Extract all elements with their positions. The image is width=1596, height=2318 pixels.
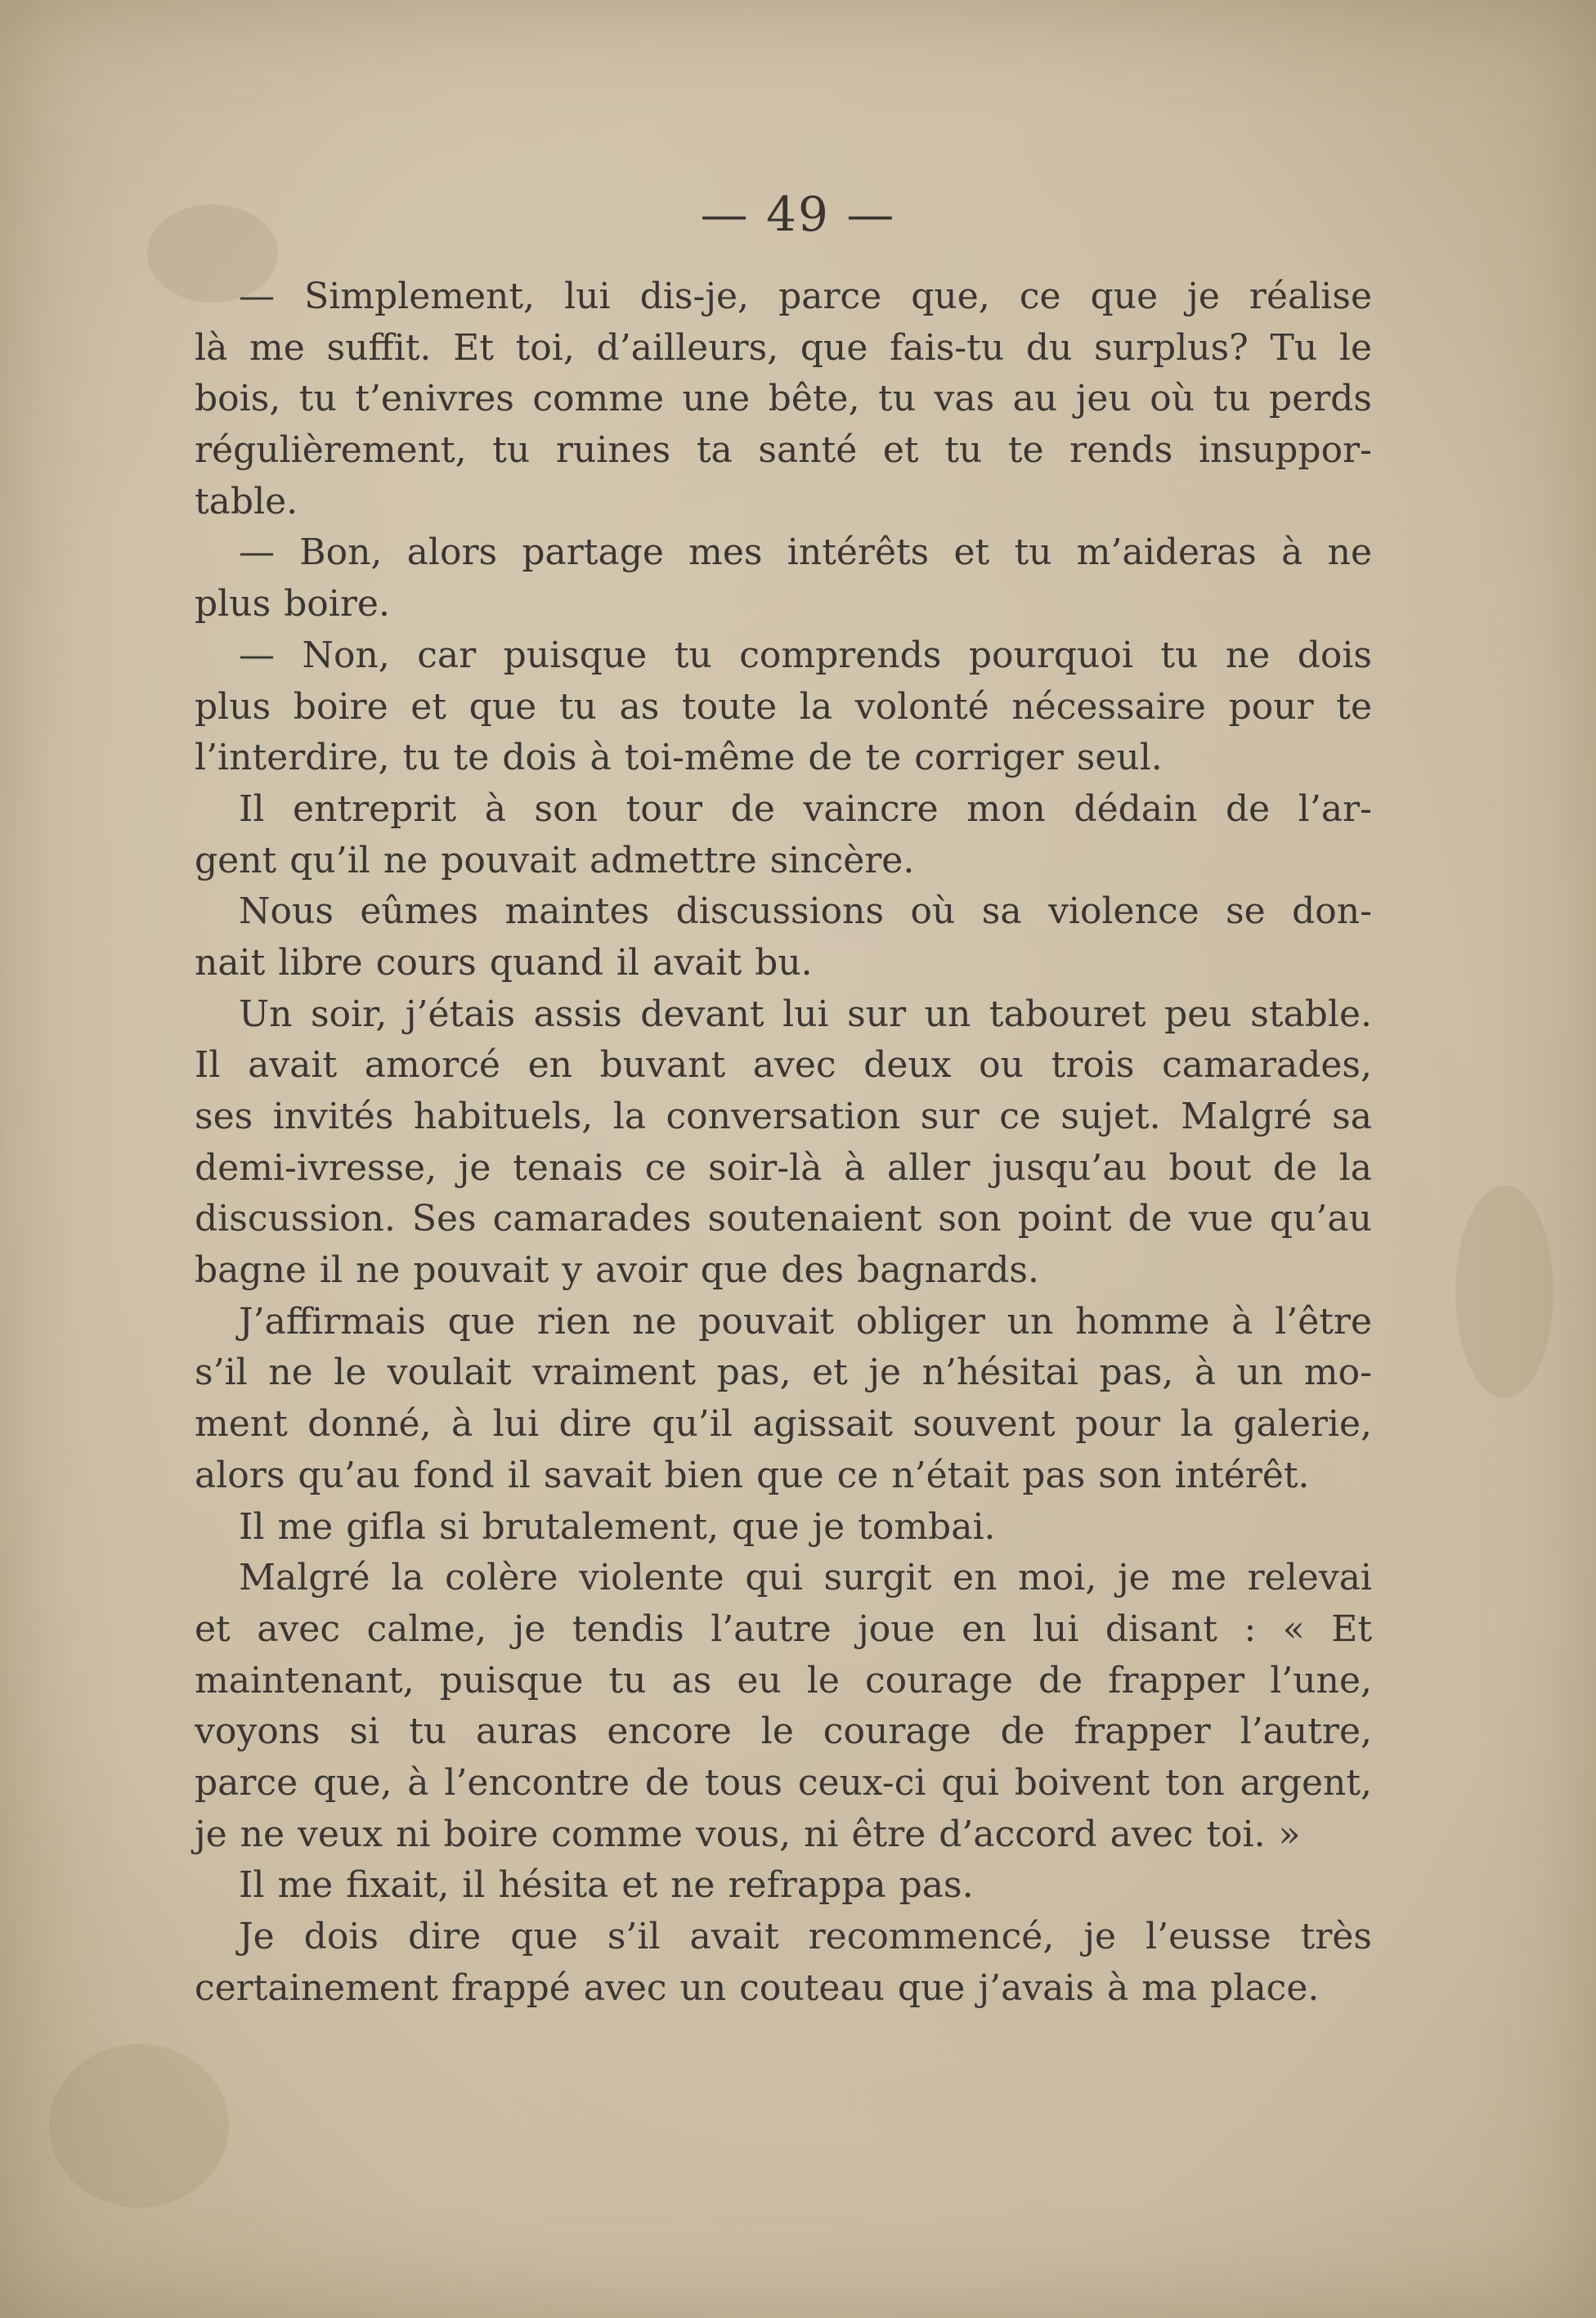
text-line: Il me gifla si brutalement, que je tombai. — [239, 1505, 996, 1548]
text-line: l’interdire, tu te dois à toi-même de te corriger seul. — [195, 737, 1163, 779]
text-line: maintenant, puisque tu as eu le courage de frapper l’une, — [195, 1659, 1372, 1702]
text-line: alors qu’au fond il savait bien que ce n’était pas son intérêt. — [195, 1454, 1310, 1496]
text-line: J’affirmais que rien ne pouvait obliger un homme à l’être — [239, 1300, 1372, 1343]
body-text — [195, 271, 1372, 2014]
text-line: Il avait amorcé en buvant avec deux ou trois camarades, — [195, 1044, 1372, 1087]
text-line: Malgré la colère violente qui surgit en moi, je me relevai — [239, 1557, 1372, 1599]
text-line: gent qu’il ne pouvait admettre sincère. — [195, 839, 915, 881]
text-line: plus boire. — [195, 583, 390, 625]
text-line: ment donné, à lui dire qu’il agissait souvent pour la galerie, — [195, 1403, 1372, 1446]
text-line: ses invités habituels, la conversation sur ce sujet. Malgré sa — [195, 1096, 1372, 1137]
text-line: discussion. Ses camarades soutenaient son point de vue qu’au — [195, 1198, 1372, 1240]
text-line: régulièrement, tu ruines ta santé et tu te rends insuppor- — [195, 429, 1372, 472]
text-line: parce que, à l’encontre de tous ceux-ci qui boivent ton argent, — [195, 1761, 1372, 1804]
text-line: nait libre cours quand il avait bu. — [195, 941, 813, 984]
text-line: je ne veux ni boire comme vous, ni être d’accord avec toi. » — [195, 1813, 1301, 1855]
text-line: bagne il ne pouvait y avoir que des bagnards. — [195, 1249, 1039, 1292]
text-line: demi-ivresse, je tenais ce soir-là à aller jusqu’au bout de la — [195, 1146, 1372, 1189]
paper-stain — [49, 2044, 229, 2208]
text-line: Il me fixait, il hésita et ne refrappa pas. — [239, 1864, 974, 1907]
page-number: — 49 — — [700, 186, 896, 242]
text-line: s’il ne le voulait vraiment pas, et je n’hésitai pas, à un mo- — [195, 1352, 1372, 1394]
text-line: Je dois dire que s’il avait recommencé, je l’eusse très — [239, 1916, 1372, 1957]
text-line: — Non, car puisque tu comprends pourquoi tu ne dois — [239, 634, 1372, 676]
text-line: là me suffit. Et toi, d’ailleurs, que fais-tu du surplus? Tu le — [195, 326, 1372, 369]
text-line: table. — [195, 480, 298, 522]
text-line: Nous eûmes maintes discussions où sa violence se don- — [239, 890, 1372, 933]
text-line: et avec calme, je tendis l’autre joue en lui disant : « Et — [195, 1607, 1372, 1650]
text-line: plus boire et que tu as toute la volonté nécessaire pour te — [195, 685, 1372, 728]
text-line: — Simplement, lui dis-je, parce que, ce que je réalise — [239, 276, 1372, 317]
text-line: Il entreprit à son tour de vaincre mon dédain de l’ar- — [239, 787, 1372, 830]
text-line: bois, tu t’enivres comme une bête, tu vas au jeu où tu perds — [195, 378, 1372, 420]
text-line: — Bon, alors partage mes intérêts et tu m’aideras à ne — [239, 531, 1372, 574]
text-line: voyons si tu auras encore le courage de frapper l’autre, — [195, 1710, 1372, 1753]
text-line: certainement frappé avec un couteau que j’avais à ma place. — [195, 1966, 1320, 2009]
paper-stain — [1455, 1186, 1553, 1398]
text-line: Un soir, j’étais assis devant lui sur un tabouret peu stable. — [239, 993, 1372, 1035]
